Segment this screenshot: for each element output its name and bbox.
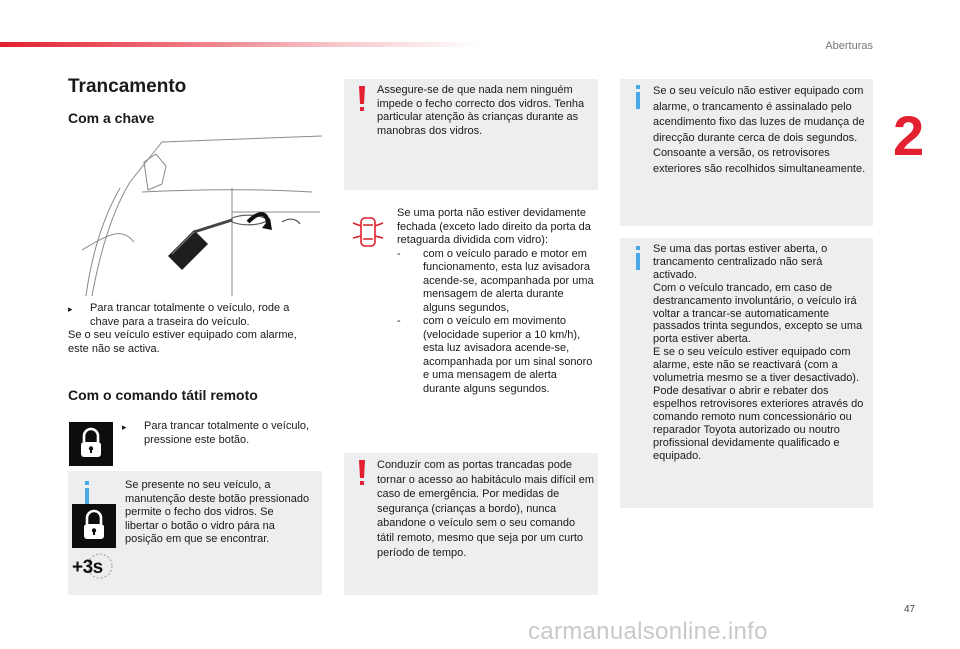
remote-bullet-text: Para trancar totalmente o veículo, pressione este botão. [144,420,310,446]
bullet-arrow-icon: ▸ [68,304,73,314]
section-header: Aberturas [825,40,873,52]
remote-section-heading: Com o comando tátil remoto [68,387,258,403]
page-number: 47 [904,604,916,615]
door-warning-intro: Se uma porta não estiver devidamente fechada (exceto lado direito da porta da retaguarda dividida com vidro): [397,207,591,246]
list-item: - com o veículo em movimento (velocidade superior a 10 km/h), esta luz avisadora acende-se, acompanhada por um sinal sonoro e uma mensagem de alerta durante alguns segundos. [397,315,597,396]
warning-box-1-text: Assegure-se de que nada nem ninguém impede o fecho correcto dos vidros. Tenha particular atenção às crianças durante as manobras dos vidros. [377,84,585,137]
key-instructions [68,302,320,356]
car-door-key-illustration [82,132,322,296]
door-warning-item-2: com o veículo em movimento (velocidade superior a 10 km/h), esta luz avisadora acende-se, acompanhada por um sinal sonoro e uma mensagem de alerta durante alguns segundos. [423,315,593,395]
page-title: Trancamento [68,76,187,97]
info-box-door-open [620,238,873,508]
hold-3-seconds-label: +3s [72,557,103,578]
info-right-2-paragraph-4: Pode desativar o abrir e rebater dos espelhos retrovisores exteriores através do comando remoto num concessionário ou reparador Toyota autorizado ou noutro profissional devidamente qualificado e equipado. [653,384,864,462]
door-warning-item-1: com o veículo parado e motor em funcionamento, esta luz avisadora acende-se, acompanhada por uma mensagem de alerta durante alguns segundos, [423,247,594,314]
chapter-number: 2 [893,104,925,167]
lock-button-icon [72,504,116,548]
info-right-2-paragraph-2: Com o veículo trancado, em caso de destrancamento involuntário, o veículo irá voltar a trancar-se automaticamente passados trinta segundos, excepto se uma porta estiver aberta. [653,281,863,346]
list-item: - com o veículo parado e motor em funcionamento, esta luz avisadora acende-se, acompanhada por uma mensagem de alerta durante alguns segundos, [397,248,597,316]
warning-box-locked-driving [344,453,598,595]
warning-icon [356,460,368,486]
info-box-window-closing [68,471,322,595]
warning-box-windows [344,79,598,190]
info-box-left-text: Se presente no seu veículo, a manutenção deste botão pressionado permite o fecho dos vidros. Se libertar o botão o vidro pára na posição em que se encontrar. [125,479,310,545]
info-box-lock-signal [620,79,873,226]
watermark: carmanualsonline.info [528,618,768,645]
header-accent-bar [0,42,480,47]
lock-button-icon [69,422,113,466]
info-box-right-2-text [653,243,869,462]
key-bullet-text: Para trancar totalmente o veículo, rode a chave para a traseira do veículo. [90,302,290,328]
info-right-1-paragraph-2: Consoante a versão, os retrovisores exteriores são recolhidos simultaneamente. [653,147,866,175]
key-section-heading: Com a chave [68,110,155,126]
door-warning-text [397,207,597,396]
info-right-2-paragraph-1: Se uma das portas estiver aberta, o trancamento centralizado não será activado. [653,243,828,281]
info-right-2-paragraph-3: E se o seu veículo estiver equipado com alarme, este não se reactivará (com a volumetria mesmo se a tiver desactivado). [653,346,860,385]
info-right-1-paragraph-1: Se o seu veículo não estiver equipado com alarme, o trancamento é assinalado pelo acendimento fixo das luzes de mudança de direcção durante cerca de dois segundos. [653,85,865,144]
key-note-text: Se o seu veículo estiver equipado com alarme, este não se activa. [68,329,297,355]
info-box-right-1-text [653,84,868,177]
bullet-arrow-icon: ▸ [122,422,127,432]
info-icon [81,481,93,505]
door-open-warning-light-icon [350,212,386,252]
remote-instructions [122,420,312,447]
warning-box-2-text: Conduzir com as portas trancadas pode tornar o acesso ao habitáculo mais difícil em caso de emergência. Por medidas de segurança (crianças a bordo), nunca abandone o veículo sem o seu comando tátil remoto, mesmo que seja por um curto período de tempo. [377,459,595,559]
warning-icon [356,86,368,112]
info-icon [632,85,644,109]
info-icon [632,246,644,270]
